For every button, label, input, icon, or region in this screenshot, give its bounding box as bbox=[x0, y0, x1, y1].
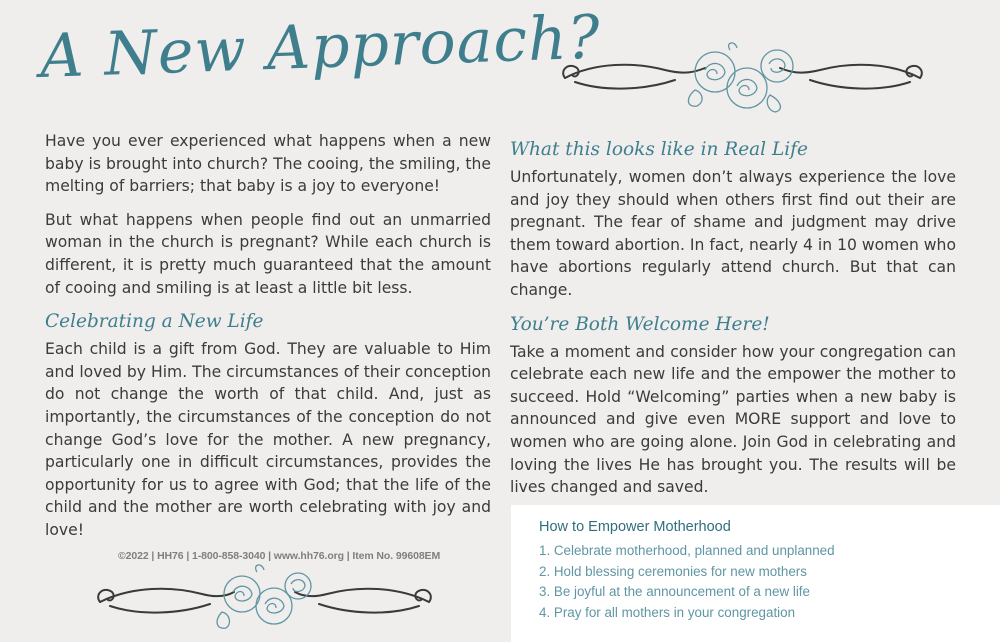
tips-box bbox=[511, 505, 1000, 642]
section-paragraph-real-life: Unfortunately, women don’t always experience the love and joy they should when others first find out their are pregnant. The fear of shame and judgment may drive them toward abortion. In fact, nearly 4 in 10 women who have abortions regularly attend church. But that can change. bbox=[510, 168, 956, 299]
page-title: A New Approach? bbox=[38, 2, 602, 92]
tips-list bbox=[539, 541, 835, 623]
section-heading-real-life: What this looks like in Real Life bbox=[510, 139, 808, 160]
intro-paragraph: But what happens when people find out an unmarried woman in the church is pregnant? While each church is different, it is pretty much guaranteed that the amount of cooing and smiling is at least a little bit less. bbox=[45, 210, 491, 297]
rose-flourish-ornament-bottom bbox=[92, 560, 437, 640]
tips-list-item: 3. Be joyful at the announcement of a new life bbox=[539, 584, 810, 599]
tips-heading: How to Empower Motherhood bbox=[539, 519, 731, 535]
section-paragraph-welcome: Take a moment and consider how your congregation can celebrate each new life and the empower the mother to succeed. Hold “Welcoming” parties when a new baby is announced and give even MORE support and love to women who are going alone. Join God in celebrating and loving the lives He has brought you. The results will be lives changed and saved. bbox=[510, 342, 956, 497]
intro-paragraph: Have you ever experienced what happens when a new baby is brought into church? The cooing, the smiling, the melting of barriers; that baby is a joy to everyone! bbox=[45, 132, 491, 196]
tips-list-item: 1. Celebrate motherhood, planned and unplanned bbox=[539, 543, 835, 558]
tips-list-item: 2. Hold blessing ceremonies for new mothers bbox=[539, 563, 807, 579]
rose-flourish-ornament-top bbox=[555, 40, 930, 120]
tips-list-item: 4. Pray for all mothers in your congregation bbox=[539, 604, 796, 620]
footer-copyright: ©2022 | HH76 | 1-800-858-3040 | www.hh76.org | Item No. 99608EM bbox=[118, 550, 441, 562]
left-column bbox=[45, 130, 491, 553]
section-heading-welcome: You’re Both Welcome Here! bbox=[510, 313, 770, 335]
section-heading-celebrating: Celebrating a New Life bbox=[45, 311, 264, 333]
section-paragraph-celebrating: Each child is a gift from God. They are valuable to Him and loved by Him. The circumstances of their conception do not change the worth of that child. And, just as importantly, the circumstances of the conception do not change God’s love for the mother. A new pregnancy, particularly one in difficult circumstances, provides the opportunity for us to agree with God; that the life of the child and the mother are worth celebrating with joy and love! bbox=[45, 340, 491, 539]
right-column bbox=[510, 134, 956, 510]
